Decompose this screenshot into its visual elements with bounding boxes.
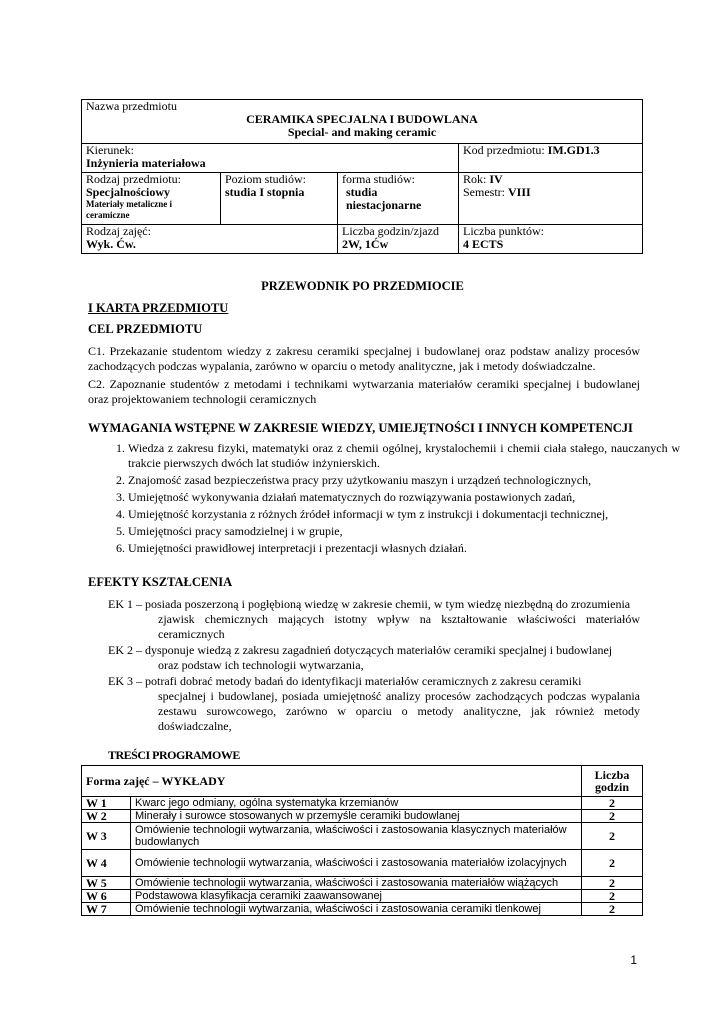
level-label: Poziom studiów: [225,172,307,186]
effect-continuation: specjalnej i budowlanej, posiada umiejętność analizy procesów zachodzących podczas wypalania zestawu surowcowego, zarówno w oparciu o metody analityczne, jak również metody doświadczalne, [158,689,640,733]
row-topic: Kwarc jego odmiany, ogólna systematyka krzemianów [131,797,582,810]
requirements-list [88,441,680,558]
row-hours: 2 [582,823,643,850]
points-cell [459,225,643,254]
table-row [82,890,643,903]
classes-label: Rodzaj zajęć: [86,224,151,238]
form-cell [338,173,459,225]
code-cell [459,144,643,173]
hours-cell [338,225,459,254]
effects-title: EFEKTY KSZTAŁCENIA [88,575,233,589]
level-cell [221,173,338,225]
requirement-item: 6. Umiejętności prawidłowej interpretacji i prezentacji własnych działań. [128,541,680,556]
classes-value: Wyk. Ćw. [86,237,136,251]
row-hours: 2 [582,850,643,877]
row-code: W 1 [82,797,131,810]
row-code: W 2 [82,810,131,823]
type-cell [82,173,221,225]
hours-header: Liczba godzin [582,766,643,797]
program-table [81,765,643,916]
row-topic: Minerały i surowce stosowanych w przemyśle ceramiki budowlanej [131,810,582,823]
effect-ek3 [108,674,640,734]
card-title: I KARTA PRZEDMIOTU [88,301,229,315]
goal-c2: C2. Zapoznanie studentów z metodami i technikami wytwarzania materiałów ceramiki specjalnej i budowlanej oraz projektowaniem technologii ceramicznych [88,377,640,406]
requirements-title: WYMAGANIA WSTĘPNE W ZAKRESIE WIEDZY, UMIEJĘTNOŚCI I INNYCH KOMPETENCJI [88,421,633,435]
year-value: IV [489,172,503,186]
direction-label: Kierunek: [86,143,134,157]
level-value: studia I stopnia [225,185,305,199]
form-value: studia niestacjonarne [346,185,422,212]
program-title: TREŚCI PROGRAMOWE [108,748,240,762]
hours-label: Liczba godzin/zjazd [342,224,439,238]
code-value: IM.GD1.3 [547,143,600,157]
row-code: W 3 [82,823,131,850]
table-row [82,850,643,877]
row-topic: Podstawowa klasyfikacja ceramiki zaawansowanej [131,890,582,903]
effect-ek2 [108,643,640,673]
direction-cell [82,144,459,173]
row-topic: Omówienie technologii wytwarzania, właściwości i zastosowania klasycznych materiałów budowlanych [131,823,582,850]
requirement-item: 4. Umiejętność korzystania z różnych źródeł informacji w tym z instrukcji i dokumentacji technicznej, [128,507,680,522]
row-topic: Omówienie technologii wytwarzania, właściwości i zastosowania materiałów izolacyjnych [131,850,582,877]
year-label: Rok: [463,172,487,186]
subject-cell [82,100,643,144]
effect-first-line: EK 3 – potrafi dobrać metody badań do identyfikacji materiałów ceramicznych z zakresu ceramiki [108,674,582,688]
effect-ek1 [108,597,640,642]
code-label: Kod przedmiotu: [463,143,545,157]
row-topic: Omówienie technologii wytwarzania, właściwości i zastosowania materiałów wiążących [131,877,582,890]
row-code: W 4 [82,850,131,877]
subject-subtitle: Special- and making ceramic [287,125,437,139]
row-hours: 2 [582,797,643,810]
requirement-item: 2. Znajomość zasad bezpieczeństwa pracy przy użytkowaniu maszyn i urządzeń technologicznych, [128,473,680,488]
year-semester-cell [459,173,643,225]
table-row [82,903,643,916]
row-code: W 6 [82,890,131,903]
row-hours: 2 [582,810,643,823]
row-hours: 2 [582,903,643,916]
table-row [82,797,643,810]
semester-label: Semestr: [463,185,505,199]
points-value: 4 ECTS [463,237,504,251]
goal-c1: C1. Przekazanie studentom wiedzy z zakresu ceramiki specjalnej i budowlanej oraz podstaw analizy procesów zachodzących podczas wypalania, zarówno w oparciu o metody analityczne, jak i metody doświadczalne. [88,344,640,373]
subject-title: CERAMIKA SPECJALNA I BUDOWLANA [246,112,478,126]
guide-title: PRZEWODNIK PO PRZEDMIOCIE [261,279,464,293]
type-value: Specjalnościowy [86,185,170,199]
table-row [82,810,643,823]
goal-title: CEL PRZEDMIOTU [88,322,203,336]
direction-value: Inżynieria materiałowa [86,156,206,170]
requirement-item: 1. Wiedza z zakresu fizyki, matematyki oraz z chemii ogólnej, krystalochemii i chemii ciała stałego, nauczanych w trakcie pierwszych dwóch lat studiów inżynierskich. [128,441,680,471]
type-label: Rodzaj przedmiotu: [86,172,181,186]
row-code: W 5 [82,877,131,890]
row-code: W 7 [82,903,131,916]
requirement-item: 3. Umiejętność wykonywania działań matematycznych do rozwiązywania postawionych zadań, [128,490,680,505]
course-info-table [81,99,643,254]
table-row [82,877,643,890]
semester-value: VIII [508,185,531,199]
classes-cell [82,225,338,254]
effect-first-line: EK 2 – dysponuje wiedzą z zakresu zagadnień dotyczących materiałów ceramiki specjalnej i budowlanej [108,643,613,657]
row-hours: 2 [582,877,643,890]
effect-continuation: zjawisk chemicznych mających istotny wpływ na kształtowanie właściwości materiałów ceramicznych [158,612,640,641]
type-note: Materiały metaliczne i ceramiczne [86,199,172,220]
hours-value: 2W, 1Ćw [342,237,389,251]
subject-label: Nazwa przedmiotu [86,99,177,113]
row-topic: Omówienie technologii wytwarzania, właściwości i zastosowania ceramiki tlenkowej [131,903,582,916]
page-number: 1 [630,953,637,967]
form-header: Forma zajęć – WYKŁADY [82,766,582,797]
requirement-item: 5. Umiejętności pracy samodzielnej i w grupie, [128,524,680,539]
table-row [82,823,643,850]
effect-continuation: oraz podstaw ich technologii wytwarzania, [158,658,364,672]
effect-first-line: EK 1 – posiada poszerzoną i pogłębioną wiedzę w zakresie chemii, w tym wiedzę niezbędną do zrozumienia [108,597,631,611]
row-hours: 2 [582,890,643,903]
form-label: forma studiów: [342,172,415,186]
points-label: Liczba punktów: [463,224,544,238]
